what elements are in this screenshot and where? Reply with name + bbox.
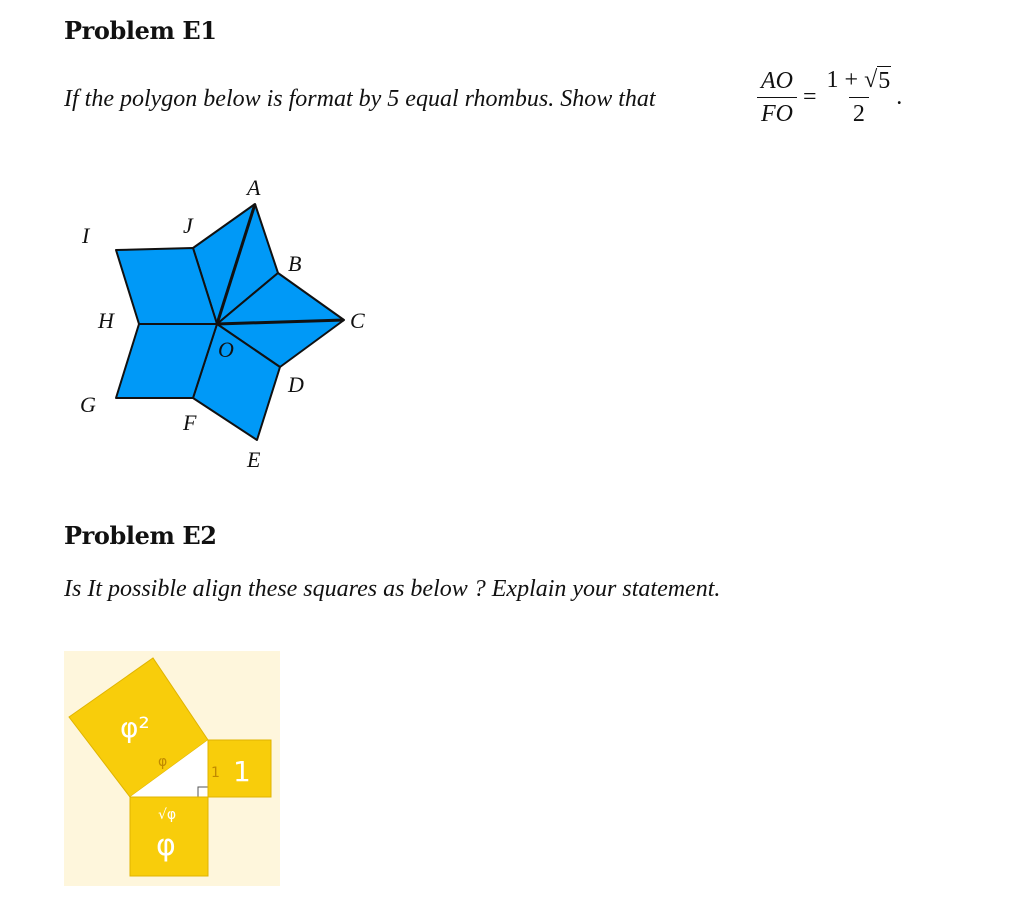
- label-o: O: [218, 337, 234, 362]
- label-c: C: [350, 308, 365, 333]
- radical-sign: √: [864, 67, 878, 93]
- side-sqrt-phi-label: √φ: [158, 807, 177, 823]
- label-h: H: [98, 308, 114, 333]
- golden-ratio-equation: [757, 62, 902, 132]
- unit-square-label: 1: [233, 755, 251, 788]
- phi-square-label: φ: [156, 828, 176, 863]
- golden-ratio-fraction: [823, 66, 896, 128]
- label-d: D: [288, 372, 304, 397]
- radicand: 5: [878, 68, 891, 94]
- problem-e1-statement: If the polygon below is format by 5 equal rhombus. Show that: [64, 86, 656, 112]
- golden-ratio-numerator: [823, 66, 896, 97]
- problem-e2-title: Problem E2: [64, 521, 217, 550]
- side-phi-label: φ: [158, 754, 168, 770]
- label-i: I: [82, 223, 90, 248]
- rhombus-star-figure: [60, 170, 390, 480]
- phi-squared-label: φ²: [120, 711, 150, 744]
- ao-over-fo-fraction: [757, 67, 797, 128]
- golden-ratio-denominator: 2: [849, 97, 869, 128]
- problem-e2-statement: Is It possible align these squares as below ? Explain your statement.: [64, 576, 721, 602]
- label-g: G: [80, 392, 96, 417]
- label-a: A: [247, 175, 261, 200]
- label-b: B: [288, 251, 302, 276]
- equals-sign: =: [803, 83, 817, 110]
- phi-squares-figure: [64, 651, 280, 886]
- label-f: F: [183, 410, 197, 435]
- problem-e1-title: Problem E1: [64, 16, 217, 45]
- label-j: J: [183, 213, 193, 238]
- label-e: E: [247, 447, 261, 472]
- fraction-numerator: AO: [761, 67, 793, 94]
- fraction-denominator: FO: [757, 97, 797, 128]
- side-one-label: 1: [211, 765, 220, 781]
- square-root: [864, 66, 891, 95]
- equation-period: .: [896, 83, 903, 110]
- numerator-prefix: 1 +: [826, 67, 865, 93]
